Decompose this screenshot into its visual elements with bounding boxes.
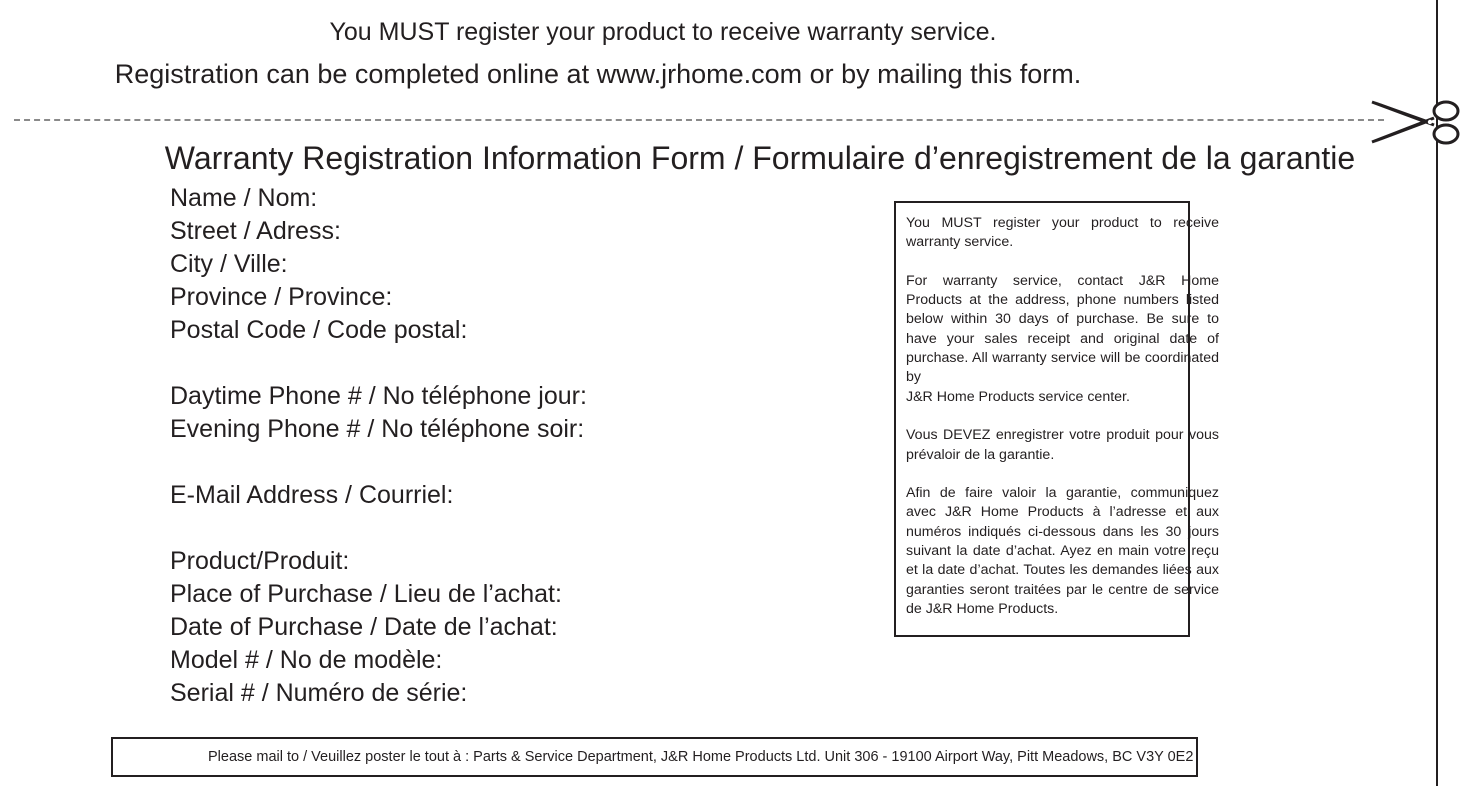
info-paragraph-register: You MUST register your product to receive warranty service.: [906, 215, 1219, 251]
mail-to-address: Please mail to / Veuillez poster le tout à : Parts & Service Department, J&R Home Products Ltd. Unit 306 - 19100 Airport Way, Pitt Meadows, BC V3Y 0E2: [208, 749, 1194, 765]
spacer: [170, 347, 587, 380]
field-model[interactable]: Model # / No de modèle:: [170, 646, 443, 674]
field-serial[interactable]: Serial # / Numéro de série:: [170, 679, 468, 707]
info-paragraph-register-fr: Vous DEVEZ enregistrer votre produit pour vous prévaloir de la garantie.: [906, 427, 1219, 463]
cut-line: [14, 119, 1384, 121]
info-box-text: [906, 214, 1219, 639]
field-postal-code[interactable]: Postal Code / Code postal:: [170, 316, 468, 344]
field-evening-phone[interactable]: Evening Phone # / No téléphone soir:: [170, 415, 585, 443]
field-city[interactable]: City / Ville:: [170, 250, 288, 278]
spacer: [170, 446, 587, 479]
field-date-of-purchase[interactable]: Date of Purchase / Date de l’achat:: [170, 613, 558, 641]
info-paragraph-service: [906, 272, 1219, 407]
form-fields: [170, 182, 587, 710]
field-email[interactable]: E-Mail Address / Courriel:: [170, 481, 454, 509]
field-province[interactable]: Province / Province:: [170, 283, 393, 311]
info-service-center: J&R Home Products service center.: [906, 388, 1130, 405]
notice-line-1: You MUST register your product to receive warranty service.: [329, 18, 997, 46]
info-paragraph-service-fr: Afin de faire valoir la garantie, communiquez avec J&R Home Products à l’adresse et aux numéros indiqués ci-dessous dans les 30 jours suivant la date d’achat. Ayez en main votre reçu et la date d’achat. Toutes les demandes liées aux garanties seront traitées par le centre de service de J&R Home Products.: [906, 485, 1219, 617]
field-place-of-purchase[interactable]: Place of Purchase / Lieu de l’achat:: [170, 580, 562, 608]
spacer: [170, 512, 587, 545]
field-street[interactable]: Street / Adress:: [170, 217, 341, 245]
info-service-text: For warranty service, contact J&R Home Products at the address, phone numbers listed below within 30 days of purchase. Be sure to have your sales receipt and original date of purchase. All warranty service will be coordinated by: [906, 272, 1219, 386]
form-title: Warranty Registration Information Form / Formulaire d’enregistrement de la garantie: [164, 140, 1356, 176]
notice-line-2: Registration can be completed online at www.jrhome.com or by mailing this form.: [114, 59, 1082, 89]
field-product[interactable]: Product/Produit:: [170, 547, 350, 575]
field-name[interactable]: Name / Nom:: [170, 184, 318, 212]
field-daytime-phone[interactable]: Daytime Phone # / No téléphone jour:: [170, 382, 587, 410]
